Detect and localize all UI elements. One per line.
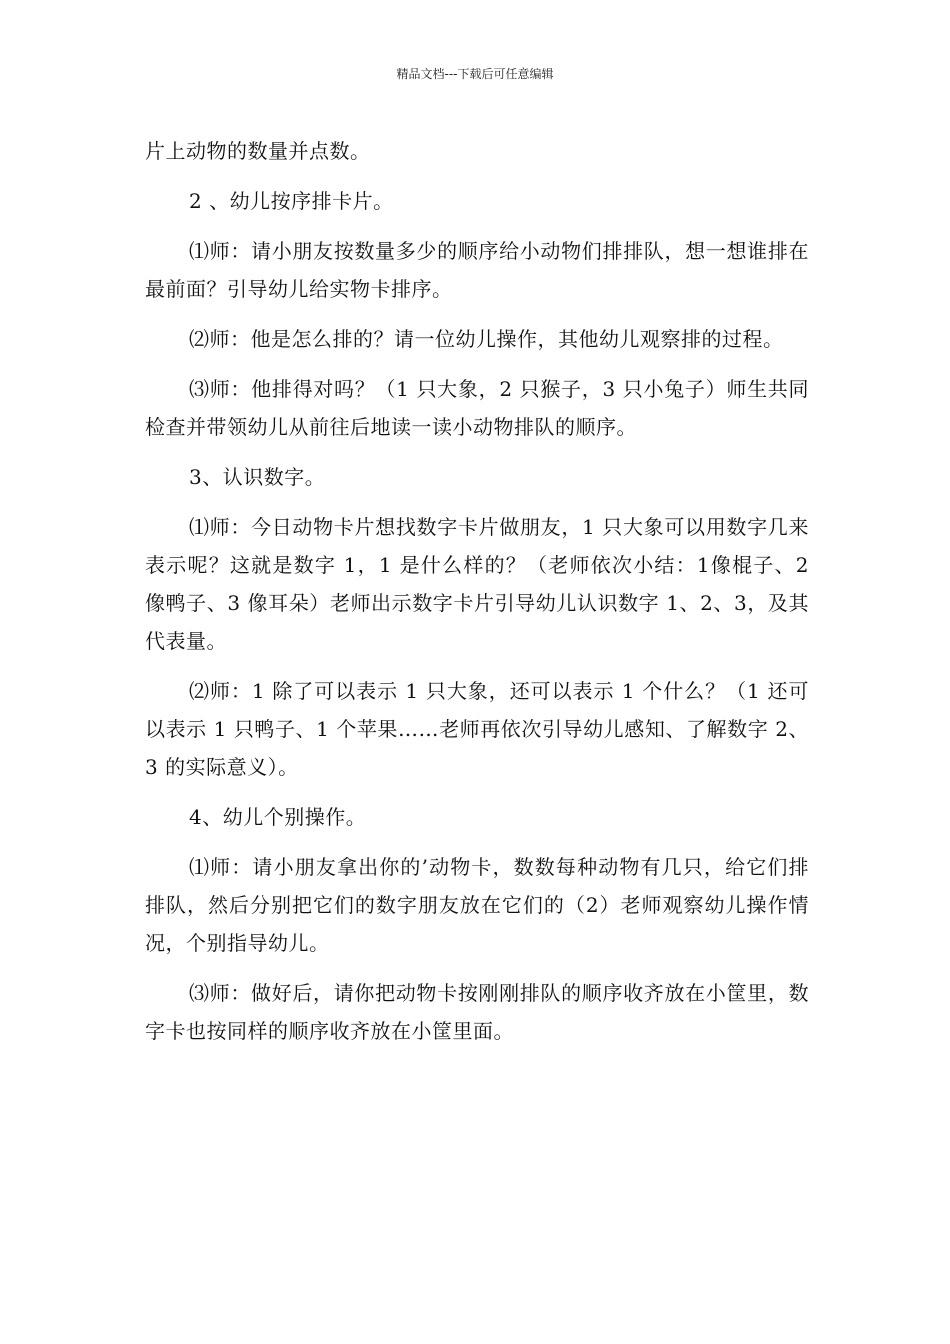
paragraph: 3、认识数字。 (189, 465, 326, 489)
paragraph: ⑴师：今日动物卡片想找数字卡片做朋友，1 只大象可以用数字几来表示呢？这就是数字 1，1 是什么样的？（老师依次小结：1像棍子、2 像鸭子、3 像耳朵）老师出示数字卡片引导幼儿认识数字 1、2、3，及其代表量。 (145, 515, 809, 653)
paragraph: 4、幼儿个别操作。 (189, 805, 367, 829)
paragraph: 片上动物的数量并点数。 (145, 139, 371, 163)
page-header: 精品文档---下载后可任意编辑 (396, 67, 554, 81)
paragraph: 2 、幼儿按序排卡片。 (189, 189, 394, 213)
paragraph: ⑶师：做好后，请你把动物卡按刚刚排队的顺序收齐放在小筐里，数字卡也按同样的顺序收齐放在小筐里面。 (145, 981, 809, 1043)
paragraph: ⑵师：1 除了可以表示 1 只大象，还可以表示 1 个什么？（1 还可以表示 1 只鸭子、1 个苹果……老师再依次引导幼儿感知、了解数字 2、3 的实际意义）。 (145, 679, 809, 779)
paragraph: ⑶师：他排得对吗？（1 只大象，2 只猴子，3 只小兔子）师生共同检查并带领幼儿从前往后地读一读小动物排队的顺序。 (145, 377, 809, 439)
paragraph: ⑴师：请小朋友拿出你的’动物卡，数数每种动物有几只，给它们排排队，然后分别把它们的数字朋友放在它们的（2）老师观察幼儿操作情况，个别指导幼儿。 (145, 855, 809, 955)
paragraph: ⑴师：请小朋友按数量多少的顺序给小动物们排排队，想一想谁排在最前面？引导幼儿给实物卡排序。 (145, 239, 809, 301)
document-body (145, 132, 809, 1062)
paragraph: ⑵师：他是怎么排的？请一位幼儿操作，其他幼儿观察排的过程。 (189, 327, 784, 351)
